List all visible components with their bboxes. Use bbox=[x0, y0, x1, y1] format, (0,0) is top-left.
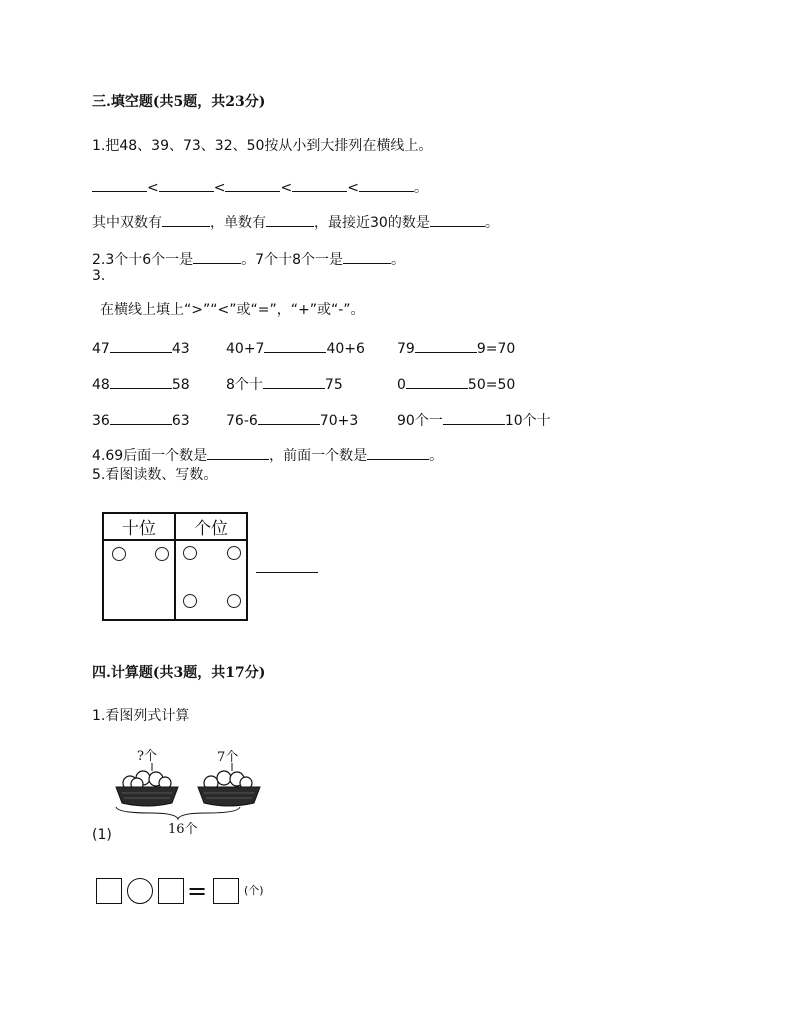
order-line bbox=[92, 177, 428, 197]
question-1-prompt: 1.把48、39、73、32、50按从小到大排列在横线上。 bbox=[92, 138, 433, 154]
answer-blank[interactable] bbox=[367, 445, 429, 460]
circle-icon bbox=[112, 547, 126, 561]
answer-blank[interactable] bbox=[343, 249, 391, 264]
compare-item: 0 50=50 bbox=[397, 374, 515, 394]
operator-circle[interactable] bbox=[127, 878, 153, 904]
answer-blank[interactable] bbox=[406, 374, 468, 389]
compare-item: 8个十 75 bbox=[226, 374, 343, 394]
text: ，前面一个数是 bbox=[269, 448, 368, 464]
compare-item: 48 58 bbox=[92, 374, 190, 394]
unit-label: (个) bbox=[244, 884, 264, 897]
circle-icon bbox=[227, 594, 241, 608]
answer-blank[interactable] bbox=[263, 374, 325, 389]
answer-blank[interactable] bbox=[264, 338, 326, 353]
equals-sign: = bbox=[187, 877, 208, 905]
answer-blank[interactable] bbox=[207, 445, 269, 460]
text: 其中双数有 bbox=[92, 215, 162, 231]
answer-box[interactable] bbox=[158, 878, 184, 904]
answer-blank[interactable] bbox=[266, 212, 314, 227]
question-5-prompt: 5.看图读数、写数。 bbox=[92, 467, 218, 483]
question-4 bbox=[92, 445, 443, 465]
answer-blank[interactable] bbox=[92, 177, 147, 192]
answer-blank[interactable] bbox=[359, 177, 414, 192]
text: 。7个十8个一是 bbox=[241, 252, 343, 268]
circle-icon bbox=[183, 594, 197, 608]
answer-blank[interactable] bbox=[159, 177, 214, 192]
tens-cell bbox=[103, 540, 175, 620]
baskets-illustration bbox=[110, 745, 270, 840]
answer-blank[interactable] bbox=[110, 410, 172, 425]
less-than-sign: < bbox=[280, 180, 293, 196]
section-title: 四.计算题(共3题，共17分) bbox=[92, 665, 266, 681]
circle-icon bbox=[183, 546, 197, 560]
question-1-line2 bbox=[92, 212, 499, 232]
text: 4.69后面一个数是 bbox=[92, 448, 208, 464]
answer-blank[interactable] bbox=[443, 410, 505, 425]
answer-blank[interactable] bbox=[256, 562, 318, 573]
less-than-sign: < bbox=[213, 180, 226, 196]
question-3-number: 3. bbox=[92, 268, 106, 284]
text: 。 bbox=[429, 448, 444, 464]
answer-blank[interactable] bbox=[292, 177, 347, 192]
answer-blank[interactable] bbox=[415, 338, 477, 353]
compare-item: 40+7 40+6 bbox=[226, 338, 365, 358]
right-basket-icon bbox=[198, 771, 260, 806]
text: 2.3个十6个一是 bbox=[92, 252, 194, 268]
answer-blank[interactable] bbox=[430, 212, 485, 227]
text: 。 bbox=[391, 252, 405, 268]
subquestion-number: (1) bbox=[92, 827, 112, 843]
section-title: 三.填空题(共5题，共23分) bbox=[92, 94, 266, 110]
question-prompt: 1.看图列式计算 bbox=[92, 708, 190, 724]
answer-blank[interactable] bbox=[193, 249, 241, 264]
answer-blank[interactable] bbox=[162, 212, 210, 227]
less-than-sign: < bbox=[147, 180, 159, 196]
left-basket-icon bbox=[116, 771, 178, 806]
compare-item: 79 9=70 bbox=[397, 338, 515, 358]
question-2 bbox=[92, 249, 405, 269]
answer-box[interactable] bbox=[213, 878, 239, 904]
ones-header: 个位 bbox=[175, 513, 247, 540]
less-than-sign: < bbox=[347, 180, 359, 196]
tens-header: 十位 bbox=[103, 513, 175, 540]
text: ，最接近30的数是 bbox=[314, 215, 430, 231]
period: 。 bbox=[413, 180, 428, 196]
ones-cell bbox=[175, 540, 247, 620]
text: ，单数有 bbox=[210, 215, 266, 231]
total-label: 16个 bbox=[168, 822, 198, 837]
question-3-prompt: 在横线上填上“>”“<”或“=”，“+”或“-”。 bbox=[100, 302, 365, 318]
circle-icon bbox=[227, 546, 241, 560]
right-count-label: 7个 bbox=[217, 750, 239, 765]
compare-item: 76-6 70+3 bbox=[226, 410, 358, 430]
compare-item: 47 43 bbox=[92, 338, 190, 358]
place-value-table bbox=[102, 512, 248, 621]
compare-item: 36 63 bbox=[92, 410, 190, 430]
left-count-label: ?个 bbox=[137, 749, 157, 764]
answer-blank[interactable] bbox=[258, 410, 320, 425]
answer-blank[interactable] bbox=[110, 374, 172, 389]
answer-blank[interactable] bbox=[110, 338, 172, 353]
answer-box[interactable] bbox=[96, 878, 122, 904]
answer-blank[interactable] bbox=[225, 177, 280, 192]
circle-icon bbox=[155, 547, 169, 561]
compare-item: 90个一 10个十 bbox=[397, 410, 551, 430]
text: 。 bbox=[484, 215, 499, 231]
